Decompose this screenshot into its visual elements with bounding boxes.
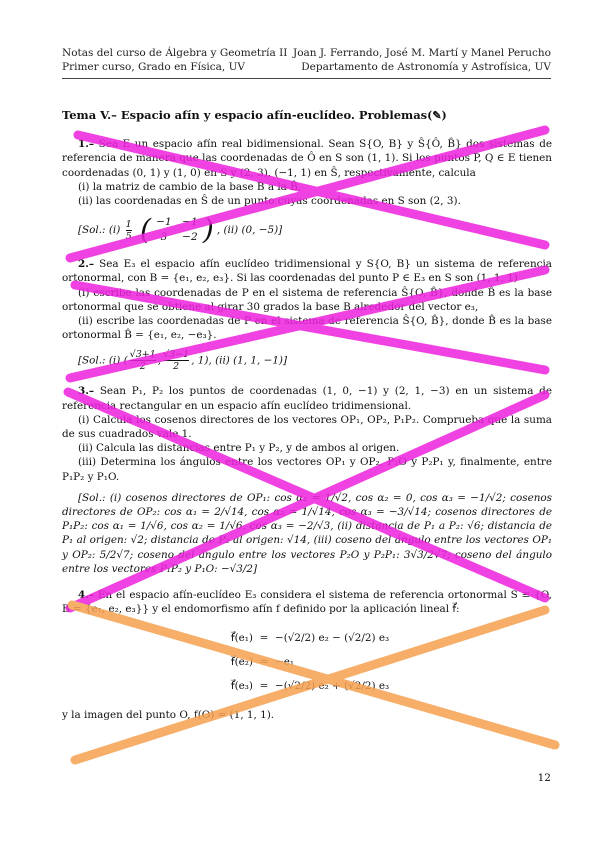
problem-1-text: Sea E un espacio afín real bidimensional. Sean S{O, B} y Ŝ{Ô, B̂} dos sistemas de referencia de manera que las coordenadas de Ô en S son (1, 1). Si los puntos P, Q ∈ E tienen coordenadas (0, 1) y (1, 0) en S y (2, 3), (−1, 1) en Ŝ, respectivamente, calcula [62, 138, 552, 179]
fraction-numerator: 1 [125, 218, 132, 230]
equation-lhs: f⃗(e₁) [230, 632, 253, 645]
problem-4 [62, 588, 552, 723]
problem-4-closing: y la imagen del punto O, f(O) = (1, 1, 1). [62, 709, 275, 722]
problem-4-statement [62, 588, 552, 616]
fraction [130, 349, 156, 372]
problem-3-part-i: (i) Calcula los cosenos directores de los vectores OP₁, OP₂, P₁P₂. Comprueba que la suma de sus cuadrados vale 1. [62, 413, 552, 441]
course-subtitle: Primer curso, Grado en Física, UV [62, 61, 246, 73]
equation-row [207, 626, 407, 650]
problem-1-part-ii: (ii) las coordenadas en Ŝ de un punto cuyas coordenadas en S son (2, 3). [78, 195, 461, 208]
change-of-basis-matrix [140, 215, 214, 245]
fraction-denominator: 2 [163, 360, 189, 372]
equation-rhs: −(√2/2) e₂ − (√2/2) e₃ [275, 632, 390, 645]
problem-1-part-i: (i) la matriz de cambio de la base B a la B̂, [78, 180, 302, 193]
problem-1-solution [78, 215, 552, 245]
page-number: 12 [537, 772, 551, 784]
problem-1-statement [62, 137, 552, 180]
equation-lhs: f⃗(e₂) [230, 656, 253, 669]
authors: Joan J. Ferrando, José M. Martí y Manel Perucho [292, 47, 551, 59]
fraction [126, 219, 132, 242]
problem-4-text: En el espacio afín-euclídeo E₃ considera el sistema de referencia ortonormal S ≡ {O, B = {e₁, e₂, e₃}} y el endomorfismo afín f definido por la aplicación lineal f⃗: [62, 589, 552, 616]
problem-3-statement [62, 384, 552, 412]
problem-3-part-ii: (ii) Calcula las distancias entre P₁ y P₂, y de ambos al origen. [78, 442, 400, 455]
problem-2-number: 2.– [78, 258, 95, 271]
document-body [62, 108, 552, 735]
solution-prefix: [Sol.: (i) ( [78, 354, 128, 367]
department: Departamento de Astronomía y Astrofísica, UV [301, 61, 551, 73]
equals-sign: = [259, 632, 269, 645]
matrix-cell: 3 [160, 231, 168, 244]
equation-rhs: −(√2/2) e₂ + (√2/2) e₃ [275, 680, 390, 693]
problem-2-part-i: (i) escribe las coordenadas de P en el sistema de referencia Ŝ{O, B̂}, donde B̂ es la base ortonormal que se obtiene al girar 30 grados la base B alrededor del vector e₃, [62, 286, 552, 313]
header-right [293, 46, 551, 74]
equals-sign: = [259, 680, 269, 693]
equation-lhs: f⃗(e₃) [230, 680, 253, 693]
left-paren: ( [139, 213, 151, 247]
equation-rhs: −e₁ [275, 656, 295, 669]
matrix-row-2 [151, 231, 203, 243]
header-rule [62, 78, 551, 79]
solution-suffix: , 1), (ii) (1, 1, −1)] [191, 354, 288, 367]
course-title: Notas del curso de Álgebra y Geometría II [62, 47, 288, 59]
fraction-denominator: 5 [125, 230, 132, 242]
equation-row [207, 650, 407, 674]
page-title-text: Tema V.– Espacio afín y espacio afín-euclídeo. Problemas [62, 108, 428, 122]
matrix-cell: −1 [182, 216, 198, 229]
matrix-row-1 [151, 216, 203, 228]
problem-1 [62, 137, 552, 245]
problem-2 [62, 257, 552, 372]
equation-row [207, 674, 407, 698]
problem-4-number: 4.– [78, 589, 95, 602]
problem-3-solution: [Sol.: (i) cosenos directores de OP₁: cos α₁ = 1/√2, cos α₂ = 0, cos α₃ = −1/√2; cosenos directores de OP₂: cos α₁ = 2/√14, cos α₂ = 1/√14, cos α₃ = −3/√14; cosenos directores de P₁P₂: cos α₁ = 1/√6, cos α₂ = 1/√6, cos α₃ = −2/√3, (ii) distancia de P₁ a P₂: √6; distancia de P₁ al origen: √2; distancia de P₂ al origen: √14, (iii) coseno del ángulo entre los vectores OP₁ y OP₂: 5/2√7; coseno del ángulo entre los vectores P₂O y P₂P₁: 3√3/2√7; coseno del ángulo entre los vectores P₁P₂ y P₁O: −√3/2] [62, 491, 552, 575]
linear-map-equations [207, 626, 407, 698]
problem-2-statement [62, 257, 552, 285]
solution-suffix: , (ii) (0, −5)] [216, 224, 283, 237]
problem-3-text: Sean P₁, P₂ los puntos de coordenadas (1, 0, −1) y (2, 1, −3) en un sistema de referencia rectangular en un espacio afín euclídeo tridimensional. [62, 385, 552, 412]
fraction-denominator: 2 [130, 360, 156, 372]
right-paren: ) [202, 213, 214, 247]
matrix-cell: −1 [156, 216, 172, 229]
problem-2-part-ii: (ii) escribe las coordenadas de P en el sistema de referencia Ŝ{O, B̂}, donde B̂ es la base ortonormal B̂ = {e₁, e₂, −e₃}. [62, 315, 552, 342]
header-left [62, 46, 287, 74]
solution-prefix: [Sol.: (i) [78, 224, 121, 237]
fraction-numerator: √3−1 [163, 349, 190, 361]
problem-2-text: Sea E₃ el espacio afín euclídeo tridimensional y S{O, B} un sistema de referencia ortonormal, con B = {e₁, e₂, e₃}. Si las coordenadas del punto P ∈ E₃ en S son (1, 1, 1) [62, 258, 552, 285]
matrix-cell: −2 [182, 231, 198, 244]
fraction-numerator: √3+1 [129, 349, 156, 361]
problem-3-number: 3.– [78, 385, 95, 398]
problem-3-part-iii: (iii) Determina los ángulos entre los vectores OP₁ y OP₂, P₂O y P₂P₁ y, finalmente, entre P₁P₂ y P₁O. [62, 456, 552, 483]
equals-sign: = [259, 656, 269, 669]
page-title [62, 108, 552, 123]
pen-icon: (✎) [427, 109, 447, 122]
matrix-body [151, 215, 203, 245]
problem-1-number: 1.– [78, 138, 95, 151]
problem-3 [62, 384, 552, 576]
fraction [163, 349, 189, 372]
problem-2-solution: [Sol.: (i) ( $\frac{√3+1}{2}$ , $\frac{√3-1}{2}$ , 1), (ii) (1, 1, −1)] [78, 349, 288, 373]
